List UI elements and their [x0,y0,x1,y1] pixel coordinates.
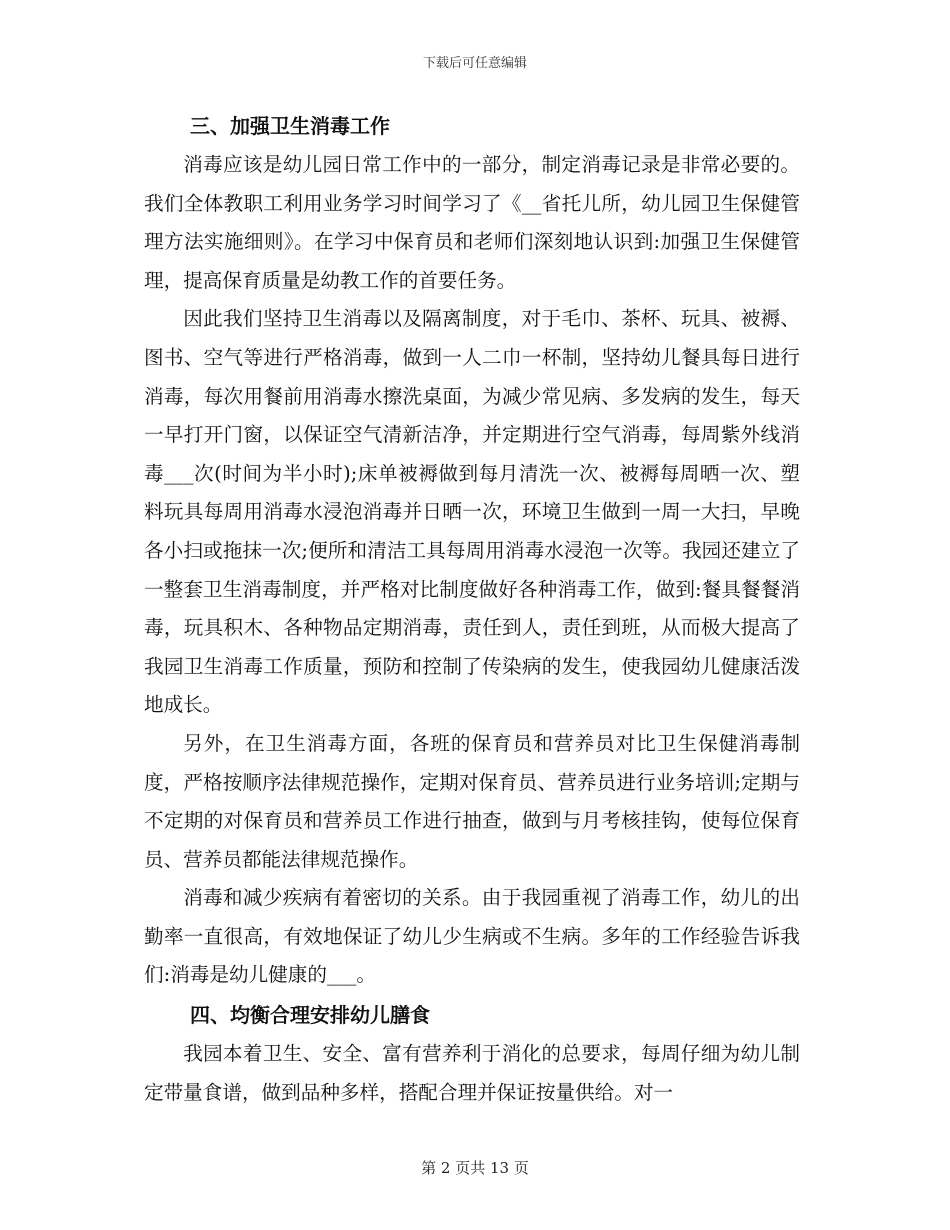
paragraph: 我园本着卫生、安全、富有营养利于消化的总要求，每周仔细为幼儿制定带量食谱，做到品种多样，搭配合理并保证按量供给。对一 [144,1042,800,1104]
paragraph: 因此我们坚持卫生消毒以及隔离制度，对于毛巾、茶杯、玩具、被褥、图书、空气等进行严格消毒，做到一人二巾一杯制，坚持幼儿餐具每日进行消毒，每次用餐前用消毒水擦洗桌面，为减少常见病、多发病的发生，每天一早打开门窗，以保证空气清新洁净，并定期进行空气消毒，每周紫外线消毒___次(时间为半小时);床单被褥做到每月清洗一次、被褥每周晒一次、塑料玩具每周用消毒水浸泡消毒并日晒一次，环境卫生做到一周一大扫，早晚各小扫或拖抹一次;便所和清洁工具每周用消毒水浸泡一次等。我园还建立了一整套卫生消毒制度，并严格对比制度做好各种消毒工作，做到:餐具餐餐消毒，玩具积木、各种物品定期消毒，责任到人，责任到班，从而极大提高了我园卫生消毒工作质量，预防和控制了传染病的发生，使我园幼儿健康活泼地成长。 [144,307,800,717]
page-header-note: 下载后可任意编辑 [422,56,527,71]
paragraph: 消毒和减少疾病有着密切的关系。由于我园重视了消毒工作，幼儿的出勤率一直很高，有效地保证了幼儿少生病或不生病。多年的工作经验告诉我们:消毒是幼儿健康的___。 [144,886,800,987]
document-body [144,106,800,1112]
section-heading-4: 四、均衡合理安排幼儿膳食 [190,1003,430,1028]
paragraph: 消毒应该是幼儿园日常工作中的一部分，制定消毒记录是非常必要的。我们全体教职工利用业务学习时间学习了《__省托儿所，幼儿园卫生保健管理方法实施细则》。在学习中保育员和老师们深刻地认识到:加强卫生保健管理，提高保育质量是幼教工作的首要任务。 [144,153,800,292]
page-number: 第 2 页共 13 页 [421,1159,529,1177]
paragraph: 另外，在卫生消毒方面，各班的保育员和营养员对比卫生保健消毒制度，严格按顺序法律规范操作，定期对保育员、营养员进行业务培训;定期与不定期的对保育员和营养员工作进行抽查，做到与月考核挂钩，使每位保育员、营养员都能法律规范操作。 [144,731,800,871]
section-heading-3: 三、加强卫生消毒工作 [190,114,390,138]
